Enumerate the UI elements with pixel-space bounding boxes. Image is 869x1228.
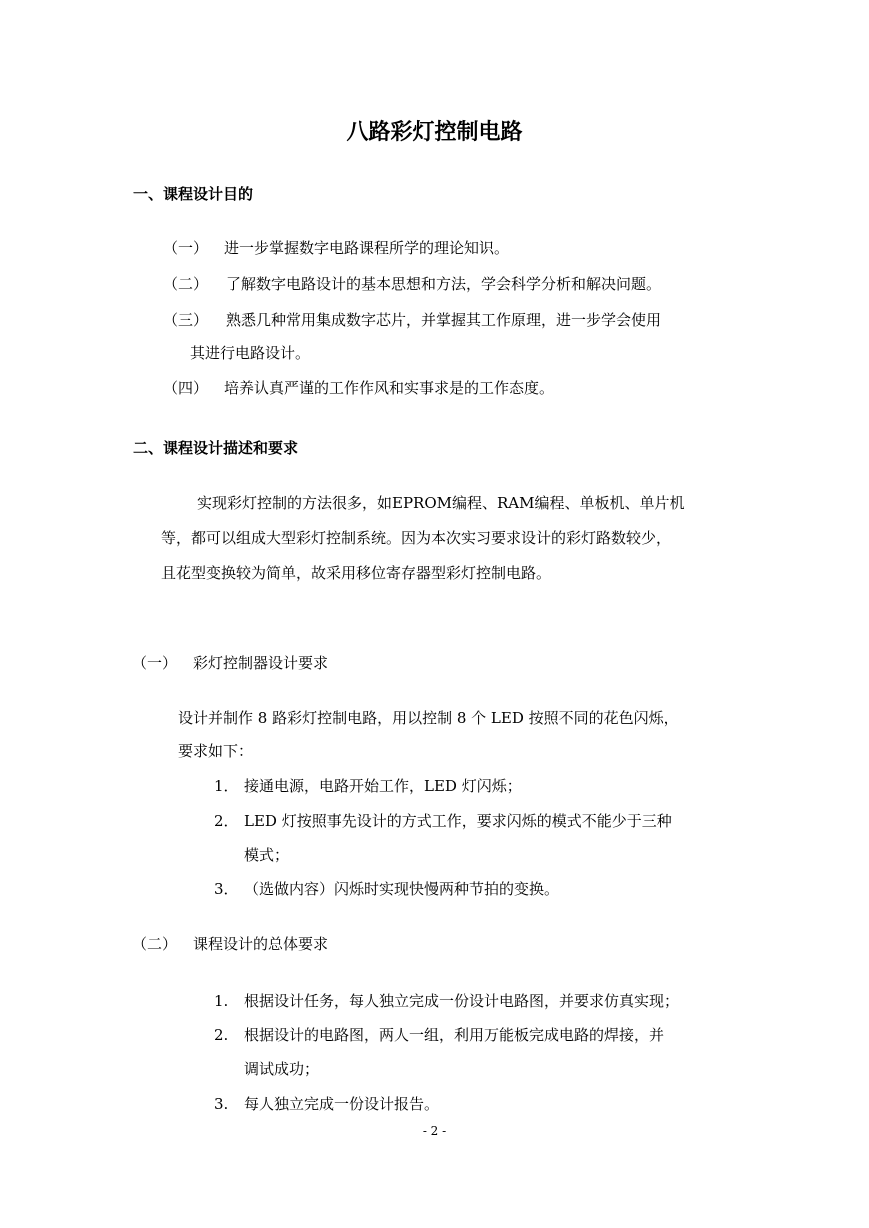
list-item-number: （一） xyxy=(163,239,209,257)
subsection-title: 课程设计的总体要求 xyxy=(193,935,329,953)
subsection-number: （一） xyxy=(132,654,178,672)
list-item-text: 熟悉几种常用集成数字芯片，并掌握其工作原理，进一步学会使用 xyxy=(226,311,662,329)
paragraph-line: 设计并制作 8 路彩灯控制电路，用以控制 8 个 LED 按照不同的花色闪烁， xyxy=(178,709,679,727)
paragraph-line: 要求如下： xyxy=(178,742,254,760)
list-item xyxy=(163,238,208,258)
list-item-number: （二） xyxy=(163,275,209,293)
page-number: - 2 - xyxy=(422,1124,447,1138)
list-item xyxy=(163,310,208,330)
list-item-text: 接通电源，电路开始工作，LED 灯闪烁； xyxy=(244,777,522,795)
list-item-number: 3. xyxy=(214,1095,229,1113)
list-item-text: 每人独立完成一份设计报告。 xyxy=(244,1095,440,1113)
list-item-number: （四） xyxy=(163,379,209,397)
list-item-text: （选做内容）闪烁时实现快慢两种节拍的变换。 xyxy=(244,880,560,898)
list-item-continuation: 模式； xyxy=(244,846,290,864)
list-item-text: 根据设计任务，每人独立完成一份设计电路图，并要求仿真实现； xyxy=(244,992,680,1010)
list-item-number: 1． xyxy=(214,777,239,795)
list-item-text: LED 灯按照事先设计的方式工作，要求闪烁的模式不能少于三种 xyxy=(244,812,672,830)
list-item-text: 进一步掌握数字电路课程所学的理论知识。 xyxy=(224,239,510,257)
list-item-number: 3． xyxy=(214,880,239,898)
list-item-text: 培养认真严谨的工作作风和实事求是的工作态度。 xyxy=(224,379,555,397)
subsection-title: 彩灯控制器设计要求 xyxy=(193,654,329,672)
list-item-number: 2． xyxy=(214,812,239,830)
list-item-continuation: 其进行电路设计。 xyxy=(190,344,311,362)
section-heading-requirements: 二、课程设计描述和要求 xyxy=(133,439,299,457)
section-heading-objectives: 一、课程设计目的 xyxy=(133,185,254,203)
list-item xyxy=(163,378,208,398)
paragraph-line: 等，都可以组成大型彩灯控制系统。因为本次实习要求设计的彩灯路数较少， xyxy=(161,529,672,547)
paragraph-line: 实现彩灯控制的方法很多，如EPROM编程、RAM编程、单板机、单片机 xyxy=(197,494,685,512)
list-item-number: 2. xyxy=(214,1026,229,1044)
list-item-continuation: 调试成功； xyxy=(244,1060,320,1078)
subsection-number: （二） xyxy=(132,935,178,953)
list-item xyxy=(163,274,208,294)
list-item-text: 根据设计的电路图，两人一组，利用万能板完成电路的焊接，并 xyxy=(244,1026,665,1044)
list-item-number: （三） xyxy=(163,311,209,329)
paragraph-line: 且花型变换较为简单，故采用移位寄存器型彩灯控制电路。 xyxy=(161,564,552,582)
list-item-text: 了解数字电路设计的基本思想和方法，学会科学分析和解决问题。 xyxy=(226,275,662,293)
page-title: 八路彩灯控制电路 xyxy=(346,120,523,145)
list-item-number: 1. xyxy=(214,992,229,1010)
